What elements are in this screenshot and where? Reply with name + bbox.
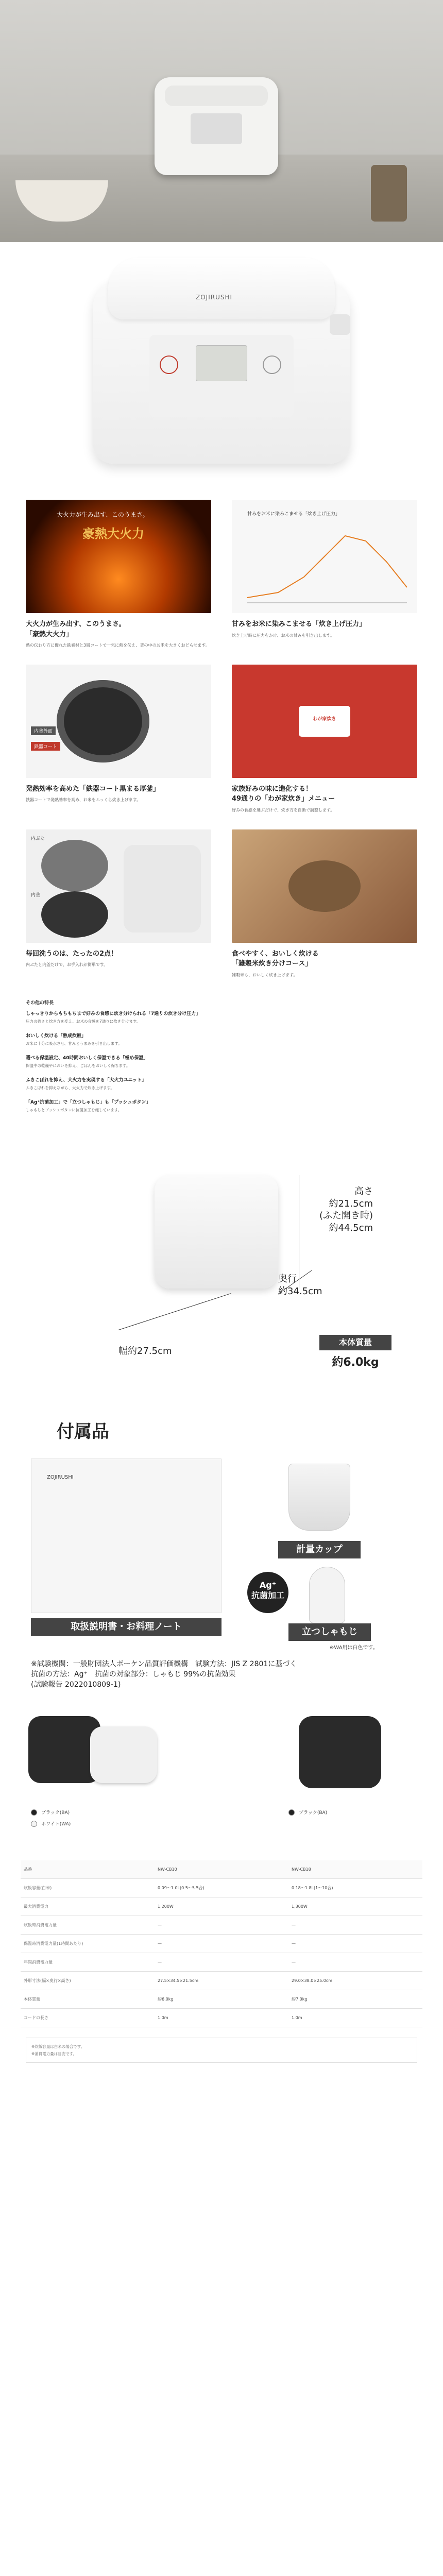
table-header-row — [21, 1860, 422, 1879]
pot-tag: 内釜 — [31, 892, 41, 898]
feature-card — [26, 665, 211, 814]
note-item — [26, 1098, 417, 1113]
feature-grid — [0, 489, 443, 978]
spec-grid — [21, 1860, 422, 2027]
bottom-note: ※炊飯容量は白米の場合です。 — [31, 2044, 85, 2049]
note-desc: お米に十分に吸水させ、甘みとうまみを引き出します。 — [26, 1041, 122, 1046]
table-cell: 1,200W — [155, 1897, 288, 1916]
notes-heading: その他の特長 — [26, 1001, 54, 1006]
table-header-cell: 品番 — [21, 1860, 155, 1879]
table-row — [21, 1953, 422, 1972]
table-cell: 0.18〜1.8L(1〜10合) — [288, 1879, 422, 1897]
notes-box — [26, 2038, 417, 2063]
brand-logo: ZOJIRUSHI — [196, 294, 233, 301]
note-item — [26, 1054, 417, 1069]
table-cell: 1.0m — [155, 2009, 288, 2027]
feature-title: 発熱効率を高めた「鉄器コート黒まる厚釜」 — [26, 785, 160, 793]
product-image — [0, 242, 443, 489]
table-cell: 保温時消費電力量(1時間あたり) — [21, 1935, 155, 1953]
color-dot — [31, 1821, 37, 1827]
rice-cooker — [93, 258, 350, 474]
table-cell: 本体質量 — [21, 1990, 155, 2009]
hero-image — [0, 0, 443, 242]
test-footnote: ※試験機関：一般財団法人ボーケン品質評価機構 試験方法：JIS Z 2801に基づく 抗菌の方法：Ag⁺ 抗菌の対象部分：しゃもじ 99%の抗菌効果 (試験報告 2022010809-1) — [31, 1660, 297, 1689]
height-label: 高さ 約21.5cm (ふた開き時) 約44.5cm — [319, 1186, 373, 1233]
note-desc: しゃもじとプッシュボタンに抗菌加工を施しています。 — [26, 1108, 122, 1113]
inner-pot-image — [26, 665, 211, 778]
feature-desc: 好みの食感を選ぶだけで、炊き方を自動で調整します。 — [232, 807, 335, 812]
keep-warm-button — [263, 355, 281, 374]
flame-kanji: 豪熱大火力 — [82, 526, 144, 541]
parts-image — [26, 829, 211, 943]
feature-row — [26, 500, 417, 649]
width-line — [118, 1293, 231, 1330]
feature-card — [26, 829, 211, 979]
feature-row — [26, 829, 417, 979]
note-title: 選べる保温設定、40時間おいしく保温できる「極め保温」 — [26, 1056, 148, 1061]
accessories-heading: 付属品 — [57, 1421, 109, 1443]
note-item — [26, 1010, 417, 1025]
white-cooker-image — [90, 1726, 157, 1783]
cup-label: 計量カップ — [278, 1541, 361, 1558]
graph-caption: 甘みをお米に染みこませる「炊き上げ圧力」 — [247, 512, 340, 517]
table-cell: — — [155, 1953, 288, 1972]
note-title: 「Ag⁺抗菌加工」で「立つしゃもじ」も「プッシュボタン」 — [26, 1100, 151, 1106]
depth-label: 奥行 約34.5cm — [278, 1274, 322, 1297]
note-title: ふきこぼれを抑え、大火力を実現する「大火力ユニット」 — [26, 1078, 147, 1083]
open-cooker — [124, 845, 201, 933]
table-cell: 1,300W — [288, 1897, 422, 1916]
feature-title: 食べやすく、おいしく炊ける 「雑穀米炊き分けコース」 — [232, 950, 319, 968]
color-dot — [288, 1809, 295, 1816]
grain-rice-image — [232, 829, 417, 943]
note-title: しゃっきりからもちもちまで好みの食感に炊き分けられる「7通りの炊き分け圧力」 — [26, 1011, 201, 1017]
pressure-graph-image — [232, 500, 417, 613]
feature-card — [232, 500, 417, 649]
bottom-note: ※消費電力量は目安です。 — [31, 2051, 77, 2056]
table-row — [21, 1879, 422, 1897]
table-cell: 0.09〜1.0L(0.5〜5.5合) — [155, 1879, 288, 1897]
table-row — [21, 1916, 422, 1935]
menu-image — [232, 665, 417, 778]
color-swatch-white — [31, 1820, 71, 1827]
color-name: ブラック(BA) — [41, 1810, 70, 1816]
dimensions-section — [0, 1124, 443, 1412]
pressure-curve — [232, 500, 417, 613]
color-name: ホワイト(WA) — [41, 1822, 71, 1827]
ag-antibacterial-badge: Ag⁺ 抗菌加工 — [247, 1572, 288, 1613]
table-row — [21, 1897, 422, 1916]
table-header-cell: NW-CB18 — [288, 1860, 422, 1879]
paddle-note: ※WA用は白色です。 — [330, 1645, 378, 1651]
feature-title: 家族好みの味に進化する！ 49通りの「わが家炊き」メニュー — [232, 785, 335, 803]
table-cell: 29.0×38.0×25.0cm — [288, 1972, 422, 1990]
table-cell: 27.5×34.5×21.5cm — [155, 1972, 288, 1990]
measuring-cup-image — [288, 1464, 350, 1531]
color-swatch-black — [31, 1809, 70, 1816]
feature-desc: 炊き上げ時に圧力をかけ、お米の甘みを引き出します。 — [232, 633, 335, 638]
feature-desc: 熱の伝わり方に優れた鉄素材と3層コートで一気に熱を伝え、釜の中のお米を大きくおどらせます。 — [26, 643, 210, 648]
width-label: 幅約27.5cm — [118, 1346, 172, 1357]
manual-label: 取扱説明書・お料理ノート — [31, 1618, 222, 1636]
manual-image — [31, 1459, 222, 1613]
cook-button — [160, 355, 178, 374]
other-features — [0, 994, 443, 1113]
control-panel — [149, 335, 294, 417]
color-swatch-black-large — [288, 1809, 327, 1816]
coat-tag: 鉄器コート — [31, 742, 60, 751]
table-cell: — — [155, 1935, 288, 1953]
paddle-label: 立つしゃもじ — [288, 1623, 371, 1641]
color-dot — [31, 1809, 37, 1816]
note-desc: ふきこぼれを抑えながら、大火力で炊き上げます。 — [26, 1086, 114, 1091]
table-cell: 外形寸法(幅×奥行×高さ) — [21, 1972, 155, 1990]
feature-row — [26, 665, 417, 814]
table-header-cell: NW-CB10 — [155, 1860, 288, 1879]
table-row — [21, 1935, 422, 1953]
table-cell: 炊飯時消費電力量 — [21, 1916, 155, 1935]
note-desc: 圧力の強さと炊き方を変え、お米の食感を7通りに炊き分けます。 — [26, 1019, 141, 1024]
hero-cooker-panel — [191, 113, 242, 144]
table-cell: 約6.0kg — [155, 1990, 288, 2009]
note-desc: 保温中の乾燥やにおいを抑え、ごはんをおいしく保ちます。 — [26, 1063, 130, 1069]
table-cell: 炊飯容量(白米) — [21, 1879, 155, 1897]
table-cell: コードの長さ — [21, 2009, 155, 2027]
inner-pot — [57, 680, 149, 762]
table-cell: 最大消費電力 — [21, 1897, 155, 1916]
table-row — [21, 1972, 422, 1990]
cooker-lid — [108, 258, 335, 319]
table-cell: 約7.0kg — [288, 1990, 422, 2009]
feature-title: 大火力が生み出す、このうまさ。 「豪熱大火力」 — [26, 620, 126, 638]
cooker-outline — [155, 1175, 278, 1289]
table-cell: — — [288, 1953, 422, 1972]
table-row — [21, 2009, 422, 2027]
color-name: ブラック(BA) — [299, 1810, 328, 1816]
rice-paddle-image — [309, 1567, 345, 1623]
hero-cooker-lid — [165, 86, 268, 106]
feature-desc: 雑穀米も、おいしく炊き上げます。 — [232, 972, 298, 977]
inner-lid — [41, 840, 108, 891]
feature-card — [26, 500, 211, 649]
bottom-notes — [0, 2027, 443, 2083]
tea-cup-image — [371, 165, 407, 222]
feature-title: 甘みをお米に染みこませる「炊き上げ圧力」 — [232, 620, 366, 628]
weight-label: 本体質量 — [319, 1335, 391, 1350]
table-cell: 1.0m — [288, 2009, 422, 2027]
weight-value: 約6.0kg — [332, 1356, 379, 1369]
inner-pot-part — [41, 891, 108, 938]
table-cell: — — [288, 1916, 422, 1935]
table-row — [21, 1990, 422, 2009]
hero-cooker — [155, 77, 278, 175]
accessories-section — [0, 1417, 443, 1706]
flame-image — [26, 500, 211, 613]
flame-caption: 大火力が生み出す、このうまさ。 — [57, 511, 149, 518]
table-cell: — — [288, 1935, 422, 1953]
black-cooker-large-image — [299, 1716, 381, 1788]
pot-tag: 内釜外面 — [31, 726, 56, 735]
table-cell: 年間消費電力量 — [21, 1953, 155, 1972]
note-item — [26, 1076, 417, 1091]
lcd-display — [196, 345, 247, 381]
feature-desc: 鉄器コートで発熱効率を高め、お米をふっくら炊き上げます。 — [26, 798, 141, 803]
lid-tag: 内ぶた — [31, 836, 45, 841]
grain-bowl — [288, 860, 361, 912]
manual-brand: ZOJIRUSHI — [47, 1475, 74, 1481]
note-title: おいしく炊ける「熟成炊飯」 — [26, 1033, 87, 1039]
table-cell: — — [155, 1916, 288, 1935]
feature-desc: 内ぶたと内釜だけで、お手入れが簡単です。 — [26, 962, 108, 968]
menu-center-label: わが家炊き — [299, 706, 350, 737]
black-cooker-image — [28, 1716, 100, 1783]
feature-card — [232, 829, 417, 979]
feature-card — [232, 665, 417, 814]
spec-table — [0, 1860, 443, 2027]
color-variants — [0, 1706, 443, 1860]
cooker-handle — [330, 314, 350, 335]
feature-title: 毎回洗うのは、たったの2点！ — [26, 950, 118, 958]
note-item — [26, 1032, 417, 1047]
